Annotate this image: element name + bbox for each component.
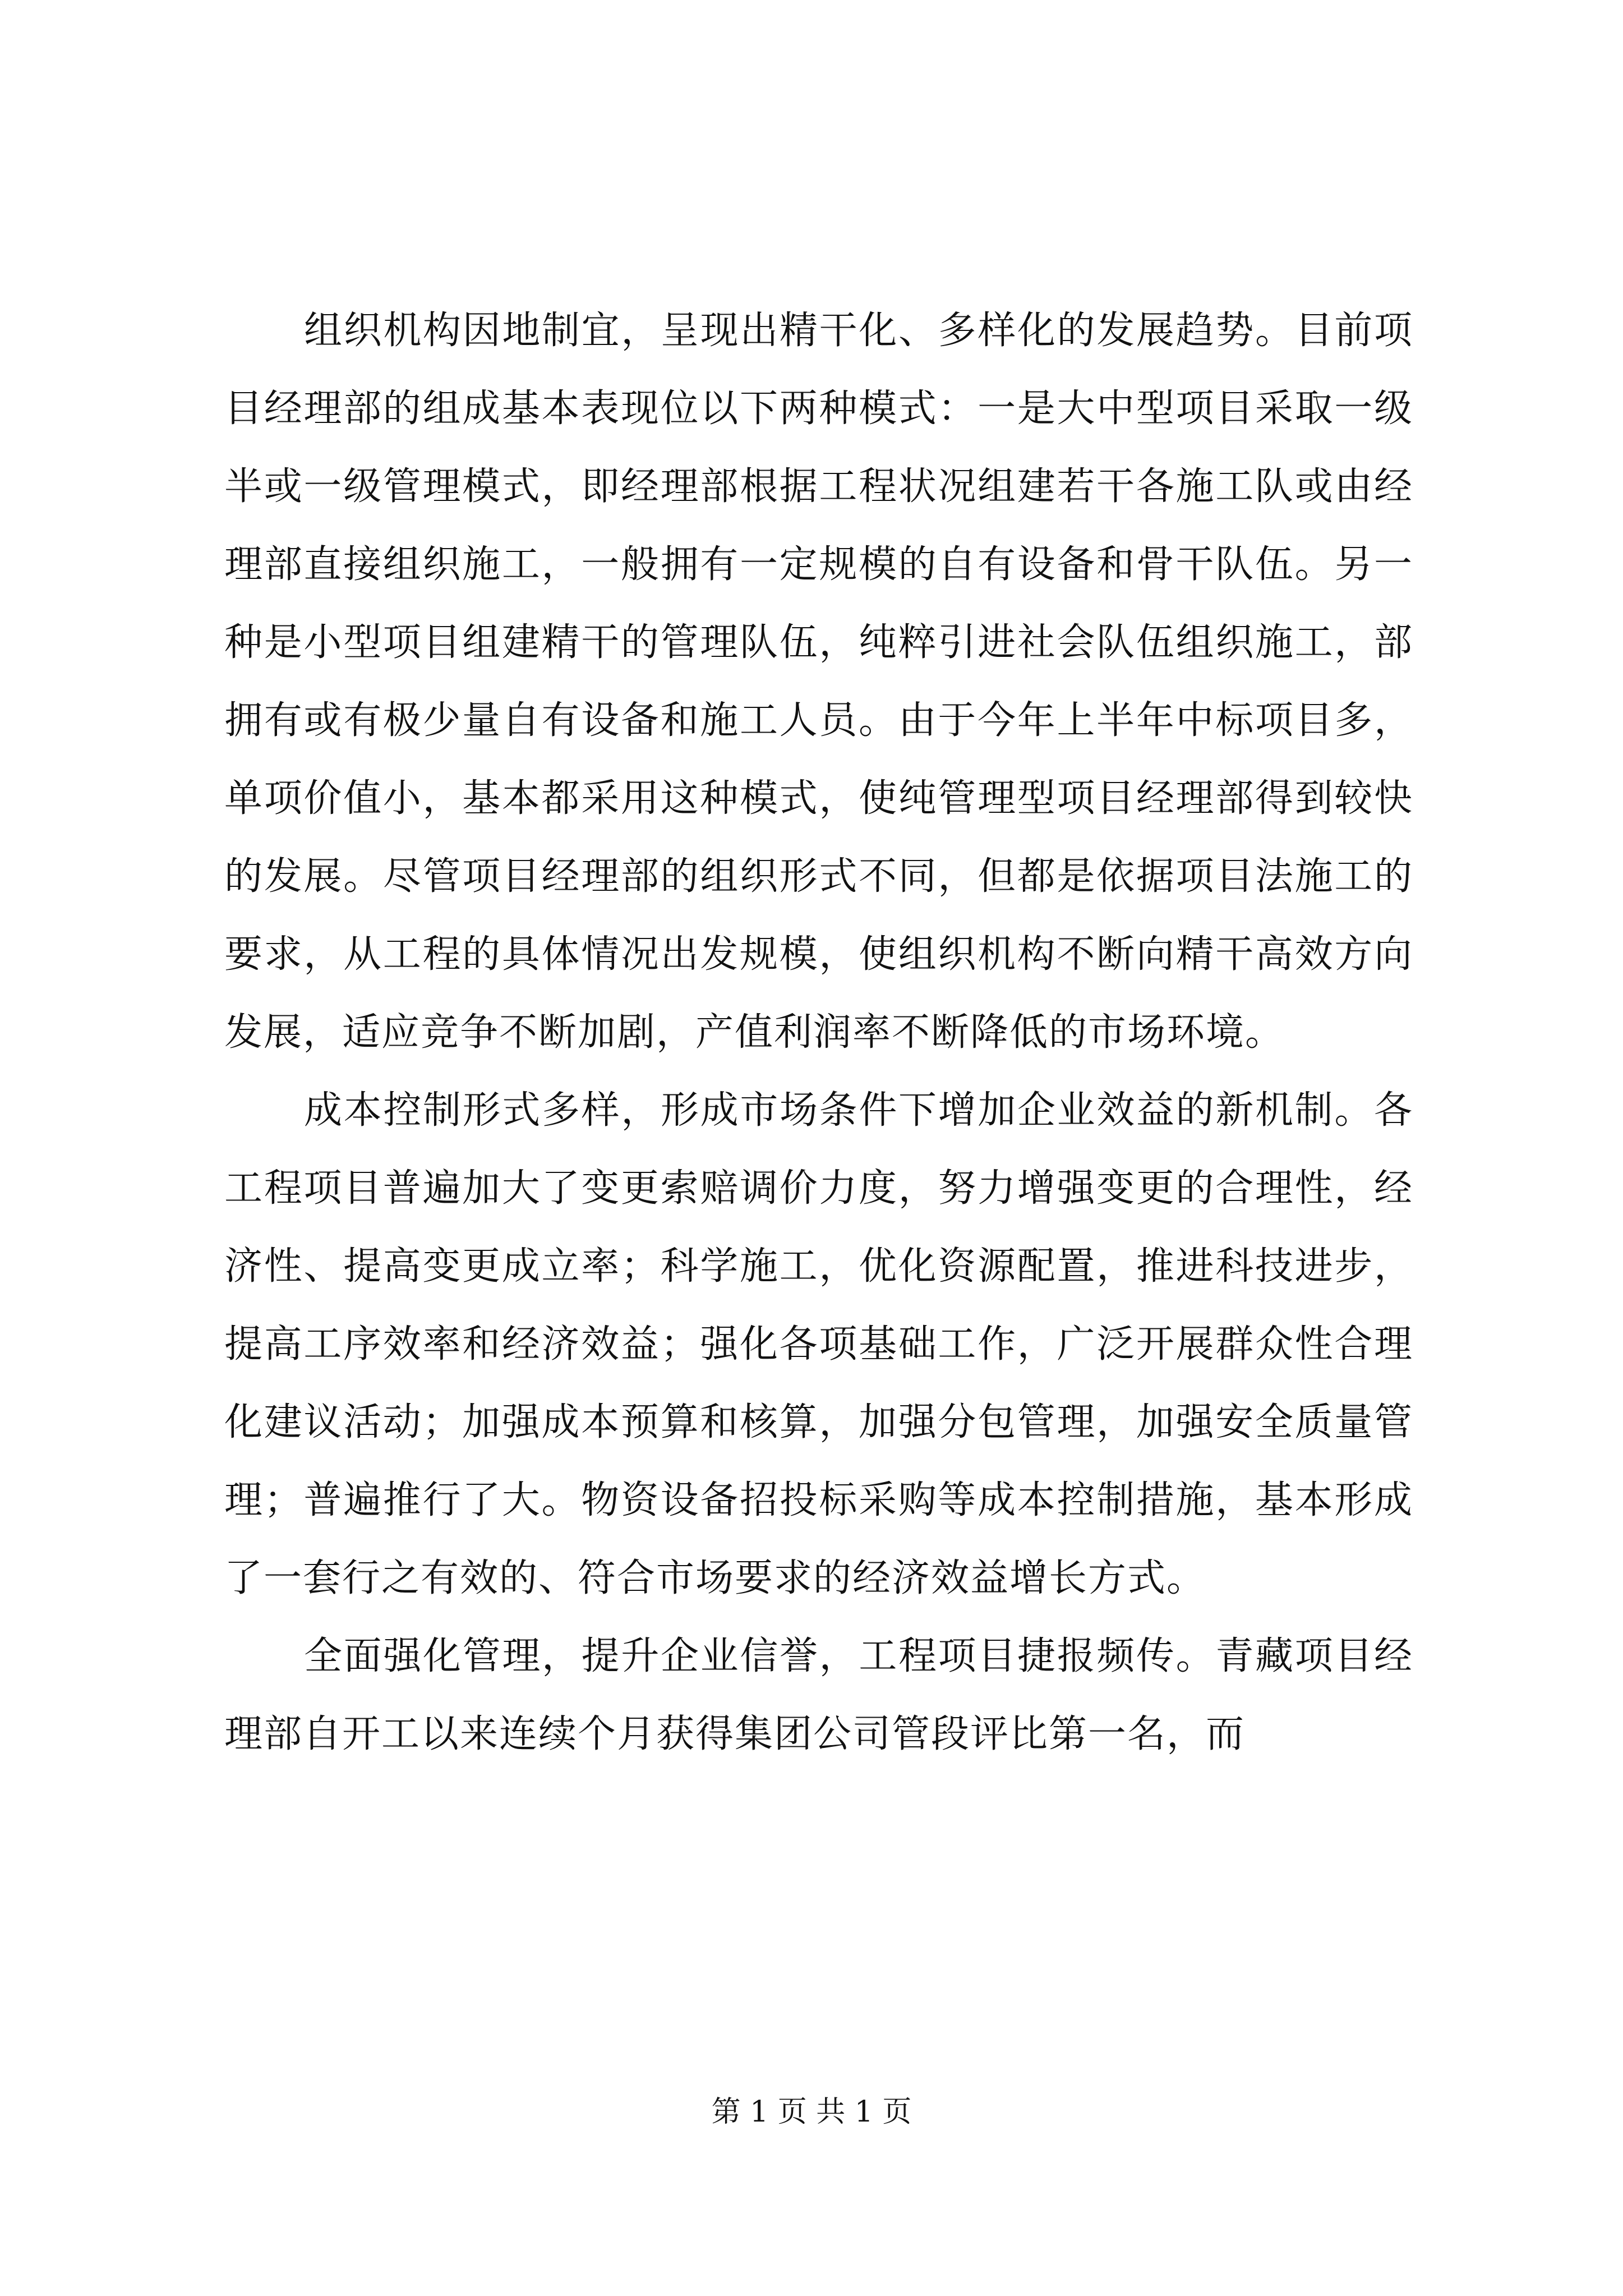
paragraph-organization-structure: 组织机构因地制宜，呈现出精干化、多样化的发展趋势。目前项目经理部的组成基本表现位以下两种模式：一是大中型项目采取一级半或一级管理模式，即经理部根据工程状况组建若干各施工队或由经理部直接组织施工，一般拥有一定规模的自有设备和骨干队伍。另一种是小型项目组建精干的管理队伍，纯粹引进社会队伍组织施工，部拥有或有极少量自有设备和施工人员。由于今年上半年中标项目多，单项价值小，基本都采用这种模式，使纯管理型项目经理部得到较快的发展。尽管项目经理部的组织形式不同，但都是依据项目法施工的要求，从工程的具体情况出发规模，使组织机构不断向精干高效方向发展，适应竞争不断加剧，产值利润率不断降低的市场环境。 (224, 309, 1413, 1055)
page-footer: 第 1 页 共 1 页 (711, 2095, 912, 2129)
paragraph-cost-control: 成本控制形式多样，形成市场条件下增加企业效益的新机制。各工程项目普遍加大了变更索赔调价力度，努力增强变更的合理性，经济性、提高变更成立率；科学施工，优化资源配置，推进科技进步，提高工序效率和经济效益；强化各项基础工作，广泛开展群众性合理化建议活动；加强成本预算和核算，加强分包管理，加强安全质量管理；普遍推行了大。物资设备招投标采购等成本控制措施，基本形成了一套行之有效的、符合市场要求的经济效益增长方式。 (224, 1088, 1413, 1600)
paragraph-management-reputation: 全面强化管理，提升企业信誉，工程项目捷报频传。青藏项目经理部自开工以来连续个月获得集团公司管段评比第一名，而 (224, 1634, 1413, 1756)
document-body (224, 292, 1413, 1773)
